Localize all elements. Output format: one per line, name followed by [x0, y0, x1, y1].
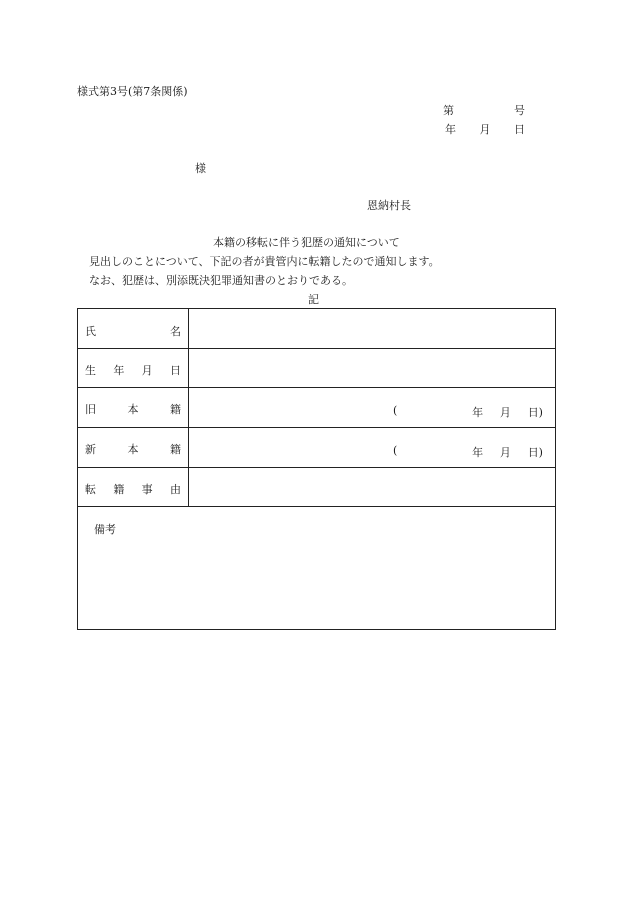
label-cell-old-domicile	[78, 387, 189, 427]
new-domicile-date: ( 年 月 日)	[393, 444, 543, 459]
label-cell-transfer-reason	[78, 467, 189, 506]
date-line	[445, 124, 525, 135]
label-cell-name	[78, 309, 189, 348]
row-new-domicile	[78, 427, 555, 468]
doc-number-suffix: 号	[514, 104, 525, 117]
date-year: 年	[445, 123, 456, 136]
form-number: 様式第3号(第7条関係)	[77, 85, 188, 98]
doc-number-prefix: 第	[443, 104, 454, 117]
body-line-2: なお、犯歴は、別添既決犯罪通知書のとおりである。	[89, 274, 353, 287]
row-name	[78, 309, 555, 349]
date-month: 月	[479, 123, 491, 136]
old-domicile-date: ( 年 月 日)	[393, 404, 543, 419]
record-table	[77, 308, 556, 630]
row-birthdate	[78, 348, 555, 388]
addressee: 様	[195, 162, 206, 175]
label-birthdate: 生 年 月 日	[85, 364, 181, 377]
ki-heading: 記	[308, 293, 319, 306]
label-new-domicile: 新 本 籍	[85, 443, 181, 456]
label-cell-birthdate	[78, 348, 189, 387]
label-transfer-reason: 転 籍 事 由	[85, 483, 181, 496]
date-day: 日	[514, 123, 525, 136]
document-title: 本籍の移転に伴う犯歴の通知について	[213, 236, 400, 249]
row-transfer-reason	[78, 467, 555, 507]
row-old-domicile	[78, 387, 555, 428]
sender: 恩納村長	[367, 199, 411, 212]
body-line-1: 見出しのことについて、下記の者が貴管内に転籍したので通知します。	[89, 255, 440, 268]
label-cell-new-domicile	[78, 427, 189, 467]
label-name: 氏 名	[85, 325, 181, 338]
label-old-domicile: 旧 本 籍	[85, 403, 181, 416]
remarks-label: 備考	[94, 523, 116, 536]
doc-number-line	[443, 105, 525, 116]
